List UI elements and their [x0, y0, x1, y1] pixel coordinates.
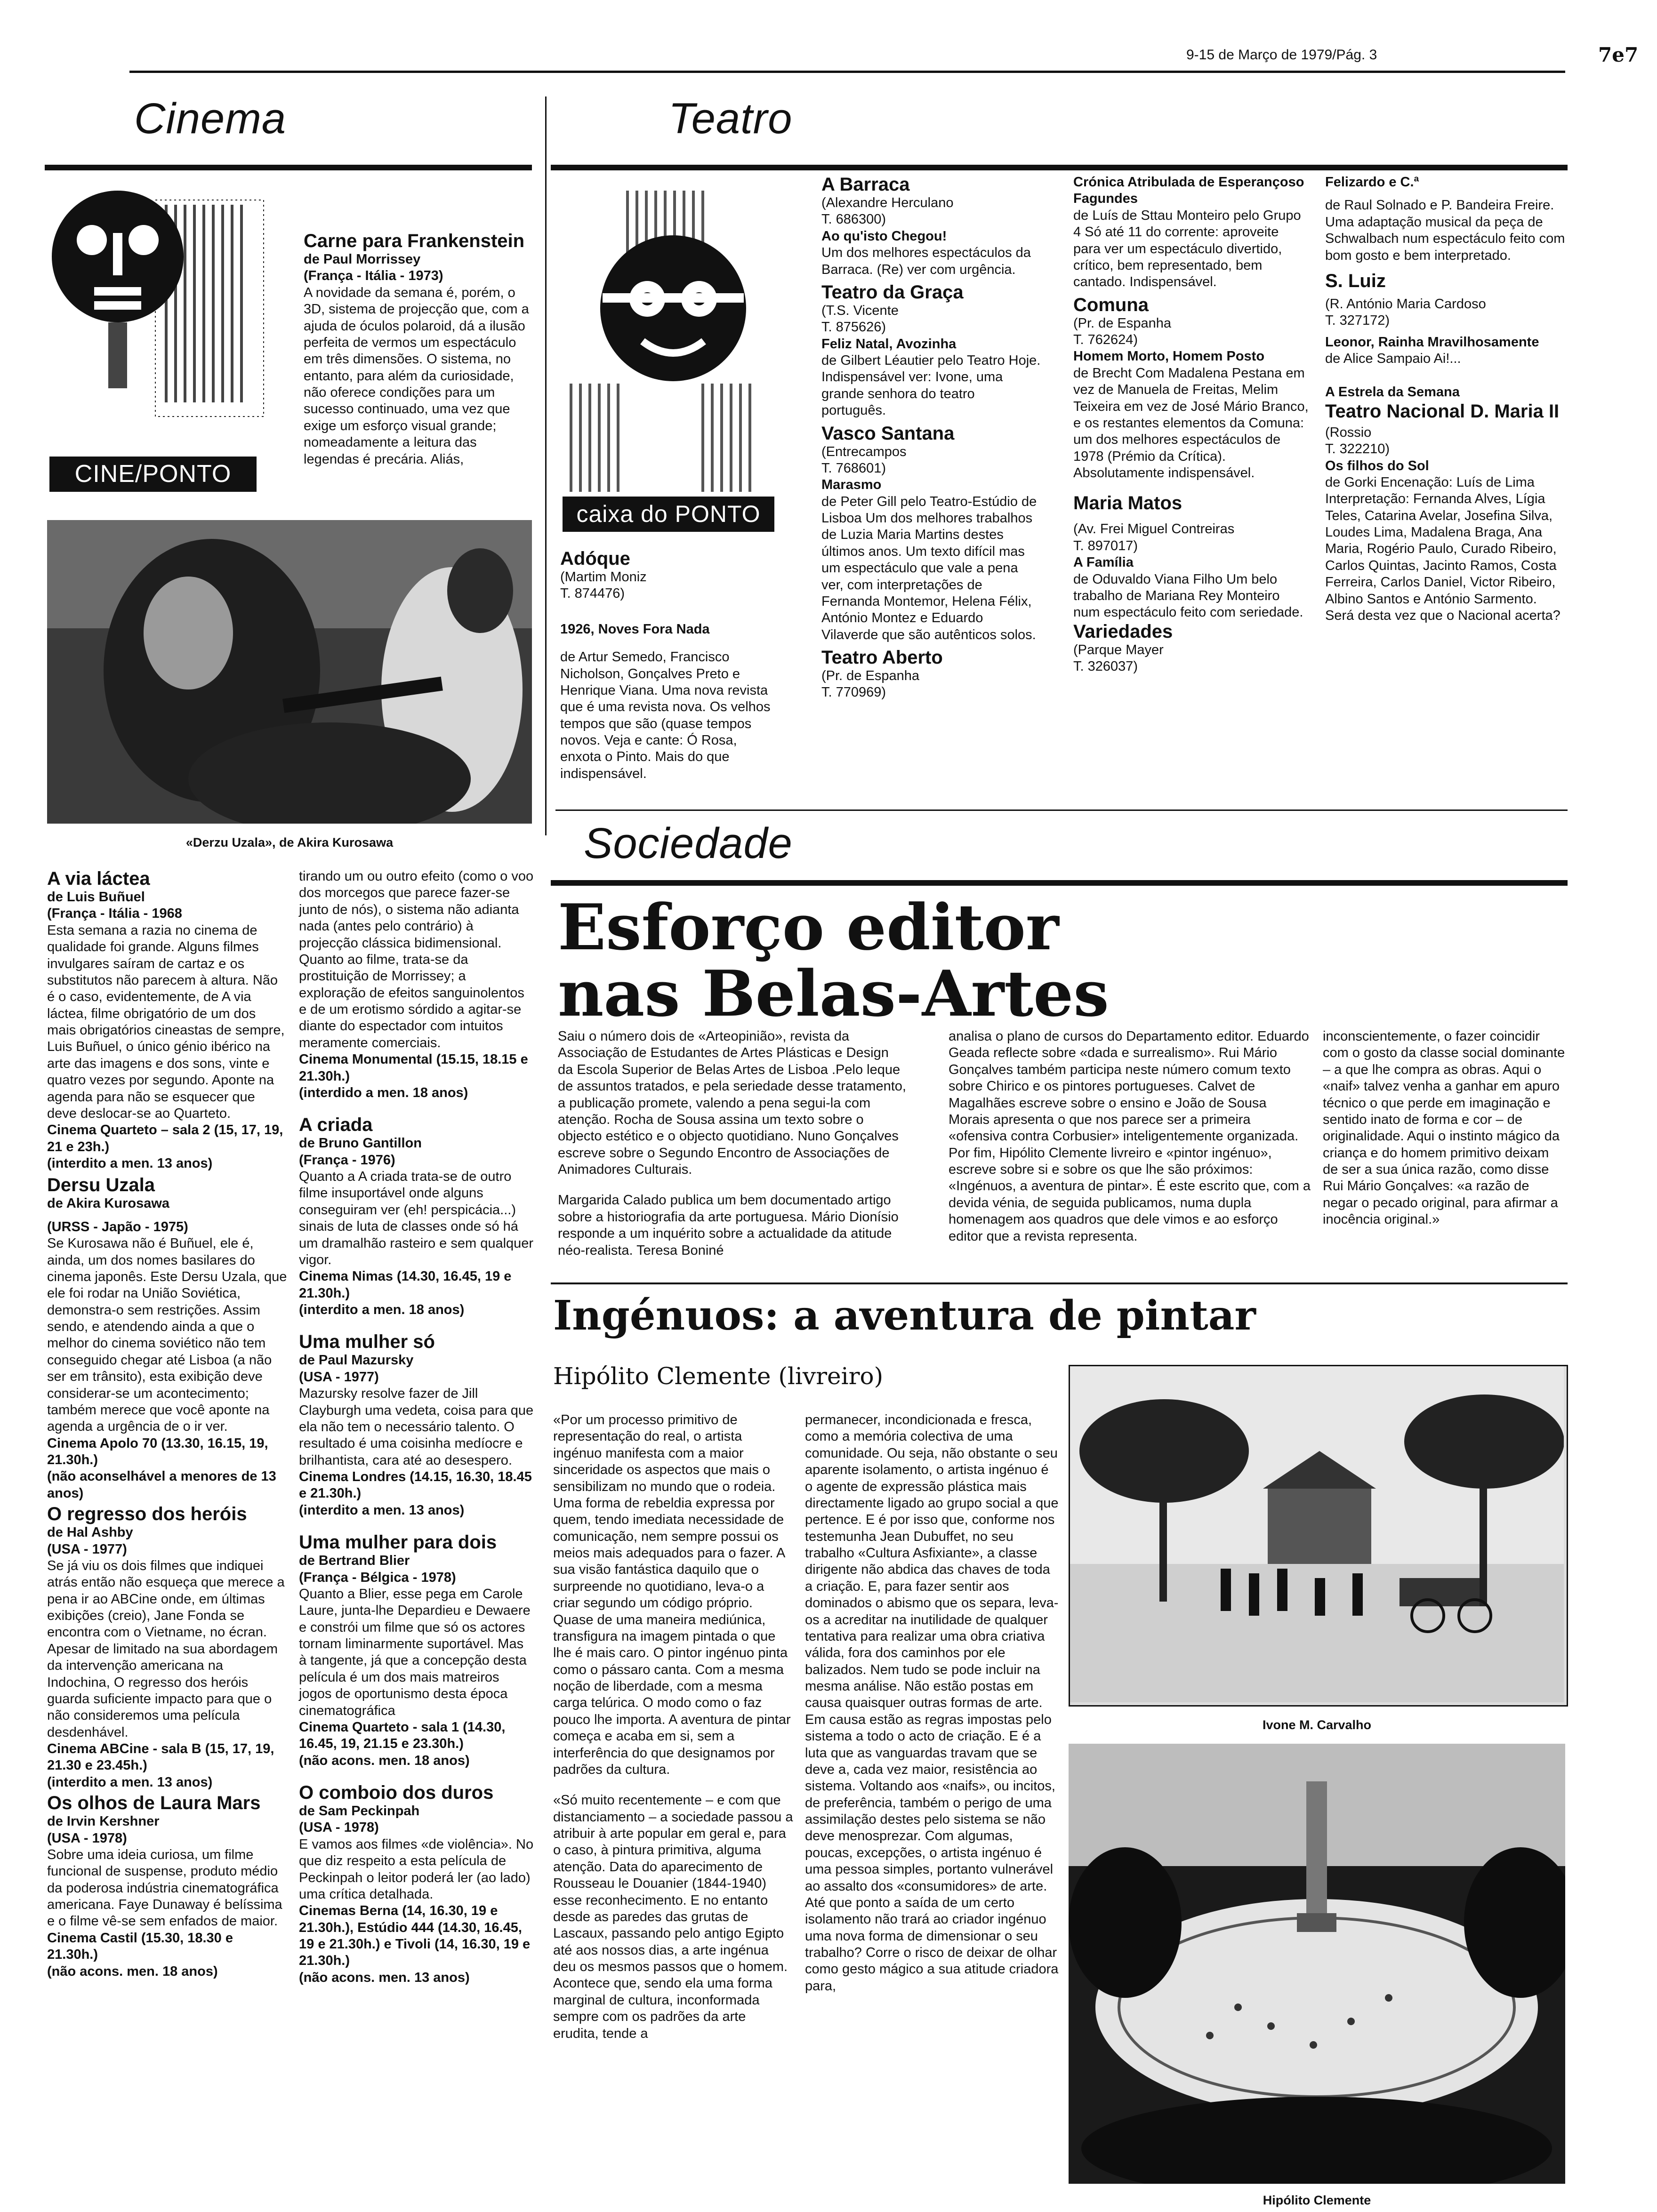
sub-headline: Ingénuos: a aventura de pintar — [553, 1292, 1256, 1339]
theatre-address: (Alexandre Herculano — [821, 195, 954, 210]
film-title: Os olhos de Laura Mars — [47, 1793, 261, 1814]
film-venue: Cinema Apolo 70 (13.30, 16.15, 19, 21.30h.) — [47, 1435, 268, 1467]
theatre-phone: T. 327172) — [1325, 313, 1390, 329]
film-title: A via láctea — [47, 868, 150, 889]
theatre-address: (Martim Moniz — [560, 569, 647, 585]
film-body: Mazursky resolve fazer de Jill Clayburgh uma vedeta, coisa para que ela não tem o necessário talento. O resultado é uma coisinha medíocre e brilhantista, cara até ao desespero. — [299, 1386, 534, 1468]
film-director: de Irvin Kershner — [47, 1814, 160, 1829]
article-col2 — [949, 1028, 1311, 1245]
theatre-phone: T. 875626) — [821, 320, 886, 335]
film-title: Dersu Uzala — [47, 1175, 155, 1196]
cinema-col2 — [299, 868, 534, 1986]
essay-text: «Só muito recentemente – e com que distanciamento – a sociedade passou a atribuir à arte popular em geral e, para o caso, à pintura primitiva, alguma atenção. Data do aparecimento de Rousseau le Douanier (1844-1940) esse reconhecimento. E no entanto desde as paredes das grutas de Lascaux, passando pelo antigo Egipto até aos nossos dias, a arte ingénua deu os mesmos passos que o homem. Acontece que, sendo ela uma forma marginal de cultura, inconformada sempre com os padrões da arte erudita, tende a — [553, 1793, 793, 2041]
play-title: Marasmo — [821, 477, 882, 493]
theatre-venue: S. Luiz — [1325, 270, 1386, 291]
film-meta: (USA - 1978) — [47, 1830, 127, 1846]
theatre-venue: Vasco Santana — [821, 423, 955, 444]
article-col3 — [1323, 1028, 1565, 1228]
film-director: de Hal Ashby — [47, 1525, 133, 1540]
film-venue: Cinema Nimas (14.30, 16.45, 19 e 21.30h.) — [299, 1269, 512, 1301]
article-text: Saiu o número dois de «Arteopinião», revista da Associação de Estudantes de Artes Plásticas e Design da Escola Superior de Belas Artes de Lisboa .Pelo leque de assuntos tratados, e pela seriedade desse tratamento, a publicação promete, valendo a pena segui-la com atenção. Rocha de Sousa assina um texto sobre o objecto estético e o objecto quotidiano. Nuno Gonçalves escreve sobre o Segundo Encontro de Associações de Animadores Culturais. — [558, 1029, 906, 1177]
play-title: Os filhos do Sol — [1325, 458, 1429, 473]
teatro-col0 — [560, 548, 781, 782]
play-body: de Gilbert Léautier pelo Teatro Hoje. Indispensável ver: Ivone, uma grande senhora do teatro português. — [821, 353, 1041, 418]
cinema-bar — [45, 165, 532, 170]
theatre-address: (Pr. de Espanha — [1073, 315, 1171, 331]
film-rating: (não acons. men. 18 anos) — [299, 1753, 470, 1768]
essay-text: permanecer, incondicionada e fresca, como a memória colectiva de uma comunidade. Ou seja, não obstante o seu aparente isolamento, o artista ingénuo é o agente de expressão plástica mais directamente ligado ao grupo social a que pertence. E é por isso que, conforme nos testemunha Jean Dubuffet, no seu trabalho «Cultura Asfixiante», a classe dirigente não abdica das chaves de toda a criação. E, para fazer sentir aos dominados o abismo que os separa, leva-os a acreditar na inutilidade de qualquer tentativa para realizar uma obra criativa válida, fora dos caminhos por ele balizados. Nem tudo se pode incluir na mesma análise. Não estão postas em causa quaisquer outras formas de arte. Em causa estão as regras impostas pelo sistema a todo o acto de criação. E é a luta que as vanguardas travam que se deve a, cada vez maior, resistência ao sistema. Voltando aos «naifs», ou incitos, de preferência, também o perigo de uma assimilação destes pelo sistema se não deve menosprezar. Com algumas, poucas, excepções, o artista ingénuo é uma pessoa simples, portanto vulnerável ao assalto dos «consumidores» de arte. Até que ponto a saída de um certo isolamento não trará ao criador ingénuo uma nova forma de dimensionar o seu trabalho? Corre o risco de deixar de olhar como gesto mágico a sua atitude criadora para, — [805, 1412, 1059, 1994]
teatro-bar — [551, 165, 1568, 170]
painting-caption-1: Ivone M. Carvalho — [1262, 1718, 1372, 1732]
play-body: Um dos melhores espectáculos da Barraca. (Re) ver com urgência. — [821, 245, 1031, 277]
masthead-logo: 7e7 — [1598, 43, 1639, 66]
theatre-venue: Variedades — [1073, 621, 1173, 642]
play-body: de Luís de Sttau Monteiro pelo Grupo 4 Só até 11 do corrente: aproveite para ver um espectáculo divertido, crítico, bem representado, bem cantado. Indispensável. — [1073, 208, 1301, 290]
painting-caption-2: Hipólito Clemente — [1263, 2193, 1371, 2207]
estrela-label: A Estrela da Semana — [1325, 385, 1460, 400]
essay-col1 — [553, 1412, 793, 2042]
painting-ivone-carvalho — [1069, 1365, 1568, 1707]
theatre-address: (Pr. de Espanha — [821, 668, 919, 683]
essay-col2 — [805, 1412, 1059, 1995]
date-page: 9-15 de Março de 1979/Pág. 3 — [1186, 47, 1377, 63]
painting-hipolito-clemente — [1069, 1744, 1565, 2184]
film-venue: Cinema Castil (15.30, 18.30 e 21.30h.) — [47, 1930, 233, 1963]
theatre-address: (Rossio — [1325, 425, 1372, 440]
theatre-phone: T. 762624) — [1073, 332, 1138, 347]
theatre-phone: T. 874476) — [560, 586, 625, 601]
film-title: Uma mulher para dois — [299, 1532, 497, 1553]
play-body: de Artur Semedo, Francisco Nicholson, Gonçalves Preto e Henrique Viana. Uma nova revista que é uma revista nova. Os velhos tempos que são (quase tempos novos. Veja e cante: Ó Rosa, enxota o Pinto. Mais do que indispensável. — [560, 649, 771, 781]
feature-title: Carne para Frankenstein — [304, 231, 525, 251]
film-meta: (USA - 1977) — [47, 1541, 127, 1557]
film-rating: (não acons. men. 18 anos) — [47, 1964, 218, 1979]
film-rating: (interdito a men. 13 anos) — [47, 1774, 213, 1790]
film-director: de Akira Kurosawa — [47, 1196, 170, 1211]
theatre-venue: Teatro Aberto — [821, 647, 943, 668]
feature-director: de Paul Morrissey — [304, 252, 421, 267]
play-title: Ao qu'isto Chegou! — [821, 228, 947, 244]
theatre-phone: T. 322210) — [1325, 441, 1390, 457]
play-body: de Oduvaldo Viana Filho Um belo trabalho de Mariana Rey Monteiro num espectáculo feito com seriedade. — [1073, 571, 1303, 620]
theatre-address: (Entrecampos — [821, 444, 907, 459]
feature-review — [304, 231, 534, 468]
film-director: de Bruno Gantillon — [299, 1136, 422, 1151]
film-rating: (não acons. men. 13 anos) — [299, 1970, 470, 1985]
teatro-mask-icon — [560, 186, 781, 497]
film-title: O comboio dos duros — [299, 1782, 494, 1803]
teatro-section-title: Teatro — [668, 95, 793, 143]
feature-body: A novidade da semana é, porém, o 3D, sistema de projecção que, com a ajuda de óculos polaroid, dá a ilusão perfeita de vermos um espectáculo em três dimensões. O sistema, no entanto, para além da curiosidade, não oferece condições para um sucesso continuado, uma vez que exige um esforço visual grande; nomeadamente a leitura das legendas é precária. Aliás, — [304, 285, 529, 467]
teatro-col3 — [1325, 174, 1565, 624]
theatre-address: (R. António Maria Cardoso — [1325, 296, 1486, 312]
film-director: de Luis Buñuel — [47, 890, 145, 905]
film-meta: (França - Itália - 1968 — [47, 906, 182, 922]
play-body: de Alice Sampaio Ai!... — [1325, 351, 1461, 366]
sociedade-top-rule — [555, 809, 1568, 811]
article-col1 — [558, 1028, 906, 1259]
photo-caption: «Derzu Uzala», de Akira Kurosawa — [185, 835, 394, 850]
play-title: A Família — [1073, 555, 1134, 570]
film-venue: Cinemas Berna (14, 16.30, 19 e 21.30h.), Estúdio 444 (14.30, 16.45, 19 e 21.30h.) e Tivoli (14, 16.30, 19 e 21.30h.) — [299, 1903, 531, 1969]
play-title: Homem Morto, Homem Posto — [1073, 349, 1265, 364]
article-text: Margarida Calado publica um bem documentado artigo sobre a historiografia da arte portuguesa. Mário Dionísio responde a um inquérito sobre a actualidade da atitude néo-realista. Teresa Boniné — [558, 1193, 899, 1258]
film-rating: (interdito a men. 13 anos) — [47, 1156, 213, 1171]
theatre-venue: A Barraca — [821, 174, 910, 195]
theatre-venue: Maria Matos — [1073, 493, 1182, 514]
byline: Hipólito Clemente (livreiro) — [553, 1362, 884, 1390]
cinema-section-title: Cinema — [134, 95, 287, 143]
theatre-venue: Comuna — [1073, 294, 1149, 315]
theatre-address: (Av. Frei Miguel Contreiras — [1073, 521, 1235, 537]
cine-mask-icon — [47, 186, 292, 449]
play-title: Leonor, Rainha Mravilhosamente — [1325, 334, 1539, 350]
play-body: de Gorki Encenação: Luís de Lima Interpretação: Fernanda Alves, Lígia Teles, Catarina Avelar, Josefina Silva, Loudes Lima, Madalena Braga, Ana Maria, Rogério Paulo, Curado Ribeiro, Carlos Quintas, Jacinto Ramos, Costa Ferreira, Carlos Daniel, Victor Ribeiro, Albino Santos e António Sarmento. Será desta vez que o Nacional acerta? — [1325, 474, 1560, 623]
film-rating: (interdito a men. 18 anos) — [299, 1302, 465, 1317]
sociedade-section-title: Sociedade — [584, 819, 793, 867]
film-director: de Sam Peckinpah — [299, 1803, 420, 1819]
film-title: O regresso dos heróis — [47, 1504, 247, 1525]
cinema-col1 — [47, 868, 287, 1980]
play-body: de Peter Gill pelo Teatro-Estúdio de Lisboa Um dos melhores trabalhos de Luzia Maria Martins destes últimos anos. Um texto difícil mas um espectáculo que vale a pena ver, com interpretações de Fernanda Montemor, Helena Félix, António Montez e Eduardo Vilaverde que são autênticos solos. — [821, 494, 1037, 642]
film-venue: Cinema ABCine - sala B (15, 17, 19, 21.30 e 23.45h.) — [47, 1741, 274, 1773]
theatre-phone: T. 897017) — [1073, 538, 1138, 553]
play-title: 1926, Noves Fora Nada — [560, 621, 710, 637]
theatre-address: (Parque Mayer — [1073, 642, 1164, 657]
feature-meta: (França - Itália - 1973) — [304, 268, 443, 284]
film-meta: (USA - 1978) — [299, 1820, 379, 1835]
film-title: Uma mulher só — [299, 1331, 435, 1353]
article-text: analisa o plano de cursos do Departamento editor. Eduardo Geada reflecte sobre «dada e surrealismo». Rui Mário Gonçalves também participa neste número comum texto sobre Chirico e os pintores portugueses. Calvet de Magalhães escreve sobre o ensino e João de Sousa Morais apresenta o que nos parece ser a primeira «ofensiva contra Corbusier» inteligentemente organizada. Por fim, Hipólito Clemente livreiro e «pintor ingénuo», escreve sobre si e sobre os que lhe são próximos: «Ingénuos, a aventura de pintar». É este escrito que, com a devida vénia, de seguida publicamos, numa dupla homenagem aos quadros que dele vimos e ao esforço editor que a revista representa. — [949, 1029, 1311, 1244]
play-title: Feliz Natal, Avozinha — [821, 336, 957, 352]
sub-article-rule — [551, 1282, 1568, 1284]
feature-continuation: tirando um ou outro efeito (como o voo dos morcegos que parece fazer-se junto de nós), o sistema não adianta nada (antes pelo contrário) à projecção clássica bidimensional. Quanto ao filme, trata-se da prostituição de Morrissey; a exploração de efeitos sanguinolentos e de um erotismo sórdido a agitar-se diante do espectador com intuitos meramente comerciais. — [299, 869, 534, 1050]
film-director: de Bertrand Blier — [299, 1553, 410, 1569]
play-title: Felizardo e C.ª — [1325, 175, 1419, 190]
film-body: Quanto a Blier, esse pega em Carole Laure, junta-lhe Depardieu e Dewaere e constrói um filme que só os actores tornam liminarmente suportável. Mas à tangente, já que a concepção desta película é um dos mais matreiros jogos de oportunismo desta época cinematográfica — [299, 1586, 531, 1718]
headline-line-1: Esforço editor — [558, 890, 1059, 964]
essay-text: «Por um processo primitivo de representação do real, o artista ingénuo manifesta com a maior sinceridade os aspectos que mais o sensibilizam no mundo que o rodeia. Uma forma de rebeldia expressa por quem, tendo imediata necessidade de comunicação, nem sempre possui os meios mais adequados para o fazer. A sua visão fantástica daquilo que o surpreende no quotidiano, leva-o a criar segundo um código próprio. Quase de uma maneira mediúnica, transfigura na imagem pintada o que lhe é mais caro. O pintor ingénuo pinta como o pássaro canta. Com a mesma noção de liberdade, com a mesma carga telúrica. O modo como o faz pouco lhe importa. A aventura de pintar começa e acaba em si, sem a interferência do que designamos por padrões da cultura. — [553, 1412, 791, 1777]
cine-ponto-logo — [47, 186, 292, 497]
header-rule — [129, 71, 1565, 73]
theatre-venue: Adóque — [560, 548, 630, 569]
theatre-venue: Teatro da Graça — [821, 281, 964, 303]
caixa-do-ponto-label: caixa do PONTO — [563, 497, 774, 532]
film-venue: Cinema Monumental (15.15, 18.15 e 21.30h.) — [299, 1052, 528, 1084]
dersu-uzala-photo — [47, 520, 532, 824]
film-meta: (USA - 1977) — [299, 1369, 379, 1385]
film-body: Esta semana a razia no cinema de qualidade foi grande. Alguns filmes invulgares saíram de cartaz e os substitutos não parecem à altura. Não é o caso, evidentemente, de A via láctea, filme obrigatório de um dos mais obrigatórios cineastas de sempre, Luis Buñuel, o único génio ibérico na arte das imagens e dos sons, vinte e quatro vezes por segundo. Aponte na agenda para não se esquecer que deve deslocar-se ao Quarteto. — [47, 922, 285, 1121]
film-rating: (interdido a men. 18 anos) — [299, 1085, 468, 1100]
film-body: Sobre uma ideia curiosa, um filme funcional de suspense, produto médio da poderosa indústria cinematográfica americana. Faye Dunaway é belíssima e o filme vê-se sem enfados de maior. — [47, 1847, 282, 1929]
theatre-phone: T. 326037) — [1073, 659, 1138, 674]
theatre-phone: T. 770969) — [821, 685, 886, 700]
teatro-col2 — [1073, 174, 1309, 675]
theatre-address: (T.S. Vicente — [821, 303, 899, 318]
film-body: Quanto a A criada trata-se de outro filme insuportável onde alguns conseguiram ver (eh! perspicácia...) sinais de luta de classes onde só há um dramalhão rasteiro e sem qualquer vigor. — [299, 1169, 534, 1267]
film-meta: (URSS - Japão - 1975) — [47, 1219, 188, 1234]
article-text: inconscientemente, o fazer coincidir com o gosto da classe social dominante – a que lhe compra as obras. Aqui o «naif» talvez venha a ganhar em apuro técnico o que perde em imaginação e sentido inato de forma e cor – de originalidade. Aqui o instinto mágico da criança e do homem primitivo deixam de ser a sua única razão, como disse Rui Mário Gonçalves: «a razão de negar o pecado original, para afirmar a inocência original.» — [1323, 1029, 1565, 1227]
film-body: E vamos aos filmes «de violência». No que diz respeito a esta película de Peckinpah o leitor poderá ler (ao lado) uma crítica detalhada. — [299, 1836, 534, 1902]
theatre-phone: T. 686300) — [821, 212, 886, 227]
column-divider-top — [545, 96, 547, 835]
film-meta: (França - 1976) — [299, 1152, 395, 1168]
film-body: Se já viu os dois filmes que indiquei atrás então não esqueça que merece a pena ir ao ABCine onde, em últimas exibições (creio), Jane Fonda se encontra com o Vietname, no écran. Apesar de limitado na sua abordagem da intervenção americana na Indochina, O regresso dos heróis guarda suficiente impacto para que o não consideremos uma película desdenhável. — [47, 1558, 285, 1740]
film-venue: Cinema Londres (14.15, 16.30, 18.45 e 21.30h.) — [299, 1469, 532, 1501]
film-rating: (interdito a men. 13 anos) — [299, 1502, 465, 1518]
theatre-venue: Teatro Nacional D. Maria II — [1325, 401, 1560, 422]
play-body: de Raul Solnado e P. Bandeira Freire. Uma adaptação musical da peça de Schwalbach num espectáculo feito com bom gosto e bem interpretado. — [1325, 198, 1565, 263]
film-title: A criada — [299, 1114, 373, 1136]
play-title: Crónica Atribulada de Esperançoso Fagundes — [1073, 175, 1304, 207]
teatro-col1 — [821, 174, 1043, 701]
film-venue: Cinema Quarteto - sala 1 (14.30, 16.45, 19, 21.15 e 23.30h.) — [299, 1719, 506, 1752]
film-director: de Paul Mazursky — [299, 1353, 414, 1368]
main-headline — [558, 890, 1109, 1031]
headline-line-2: nas Belas-Artes — [558, 956, 1109, 1031]
play-body: de Brecht Com Madalena Pestana em vez de Manuela de Freitas, Melim Teixeira em vez de José Mário Branco, e os restantes elementos da Comuna: um dos melhores espectáculos de 1978 (Prémio da Crítica). Absolutamente indispensável. — [1073, 365, 1309, 481]
theatre-phone: T. 768601) — [821, 460, 886, 476]
film-body: Se Kurosawa não é Buñuel, ele é, ainda, um dos nomes basilares do cinema japonês. Este Dersu Uzala, que ele foi rodar na União Soviética, demonstra-o sem restrições. Assim sendo, e atendendo ainda a que o melhor do cinema soviético não tem conseguido chegar até Lisboa (a não ser em trânsito), esta exibição deve considerar-se um acontecimento; também merece que você aponte na agenda a urgência de o ir ver. — [47, 1236, 287, 1435]
caixa-do-ponto-logo — [560, 186, 781, 534]
film-venue: Cinema Quarteto – sala 2 (15, 17, 19, 21 e 23h.) — [47, 1122, 283, 1154]
cine-ponto-label: CINE/PONTO — [49, 457, 257, 492]
sociedade-bar — [551, 880, 1568, 886]
film-rating: (não aconselhável a menores de 13 anos) — [47, 1469, 276, 1501]
film-meta: (França - Bélgica - 1978) — [299, 1570, 456, 1585]
